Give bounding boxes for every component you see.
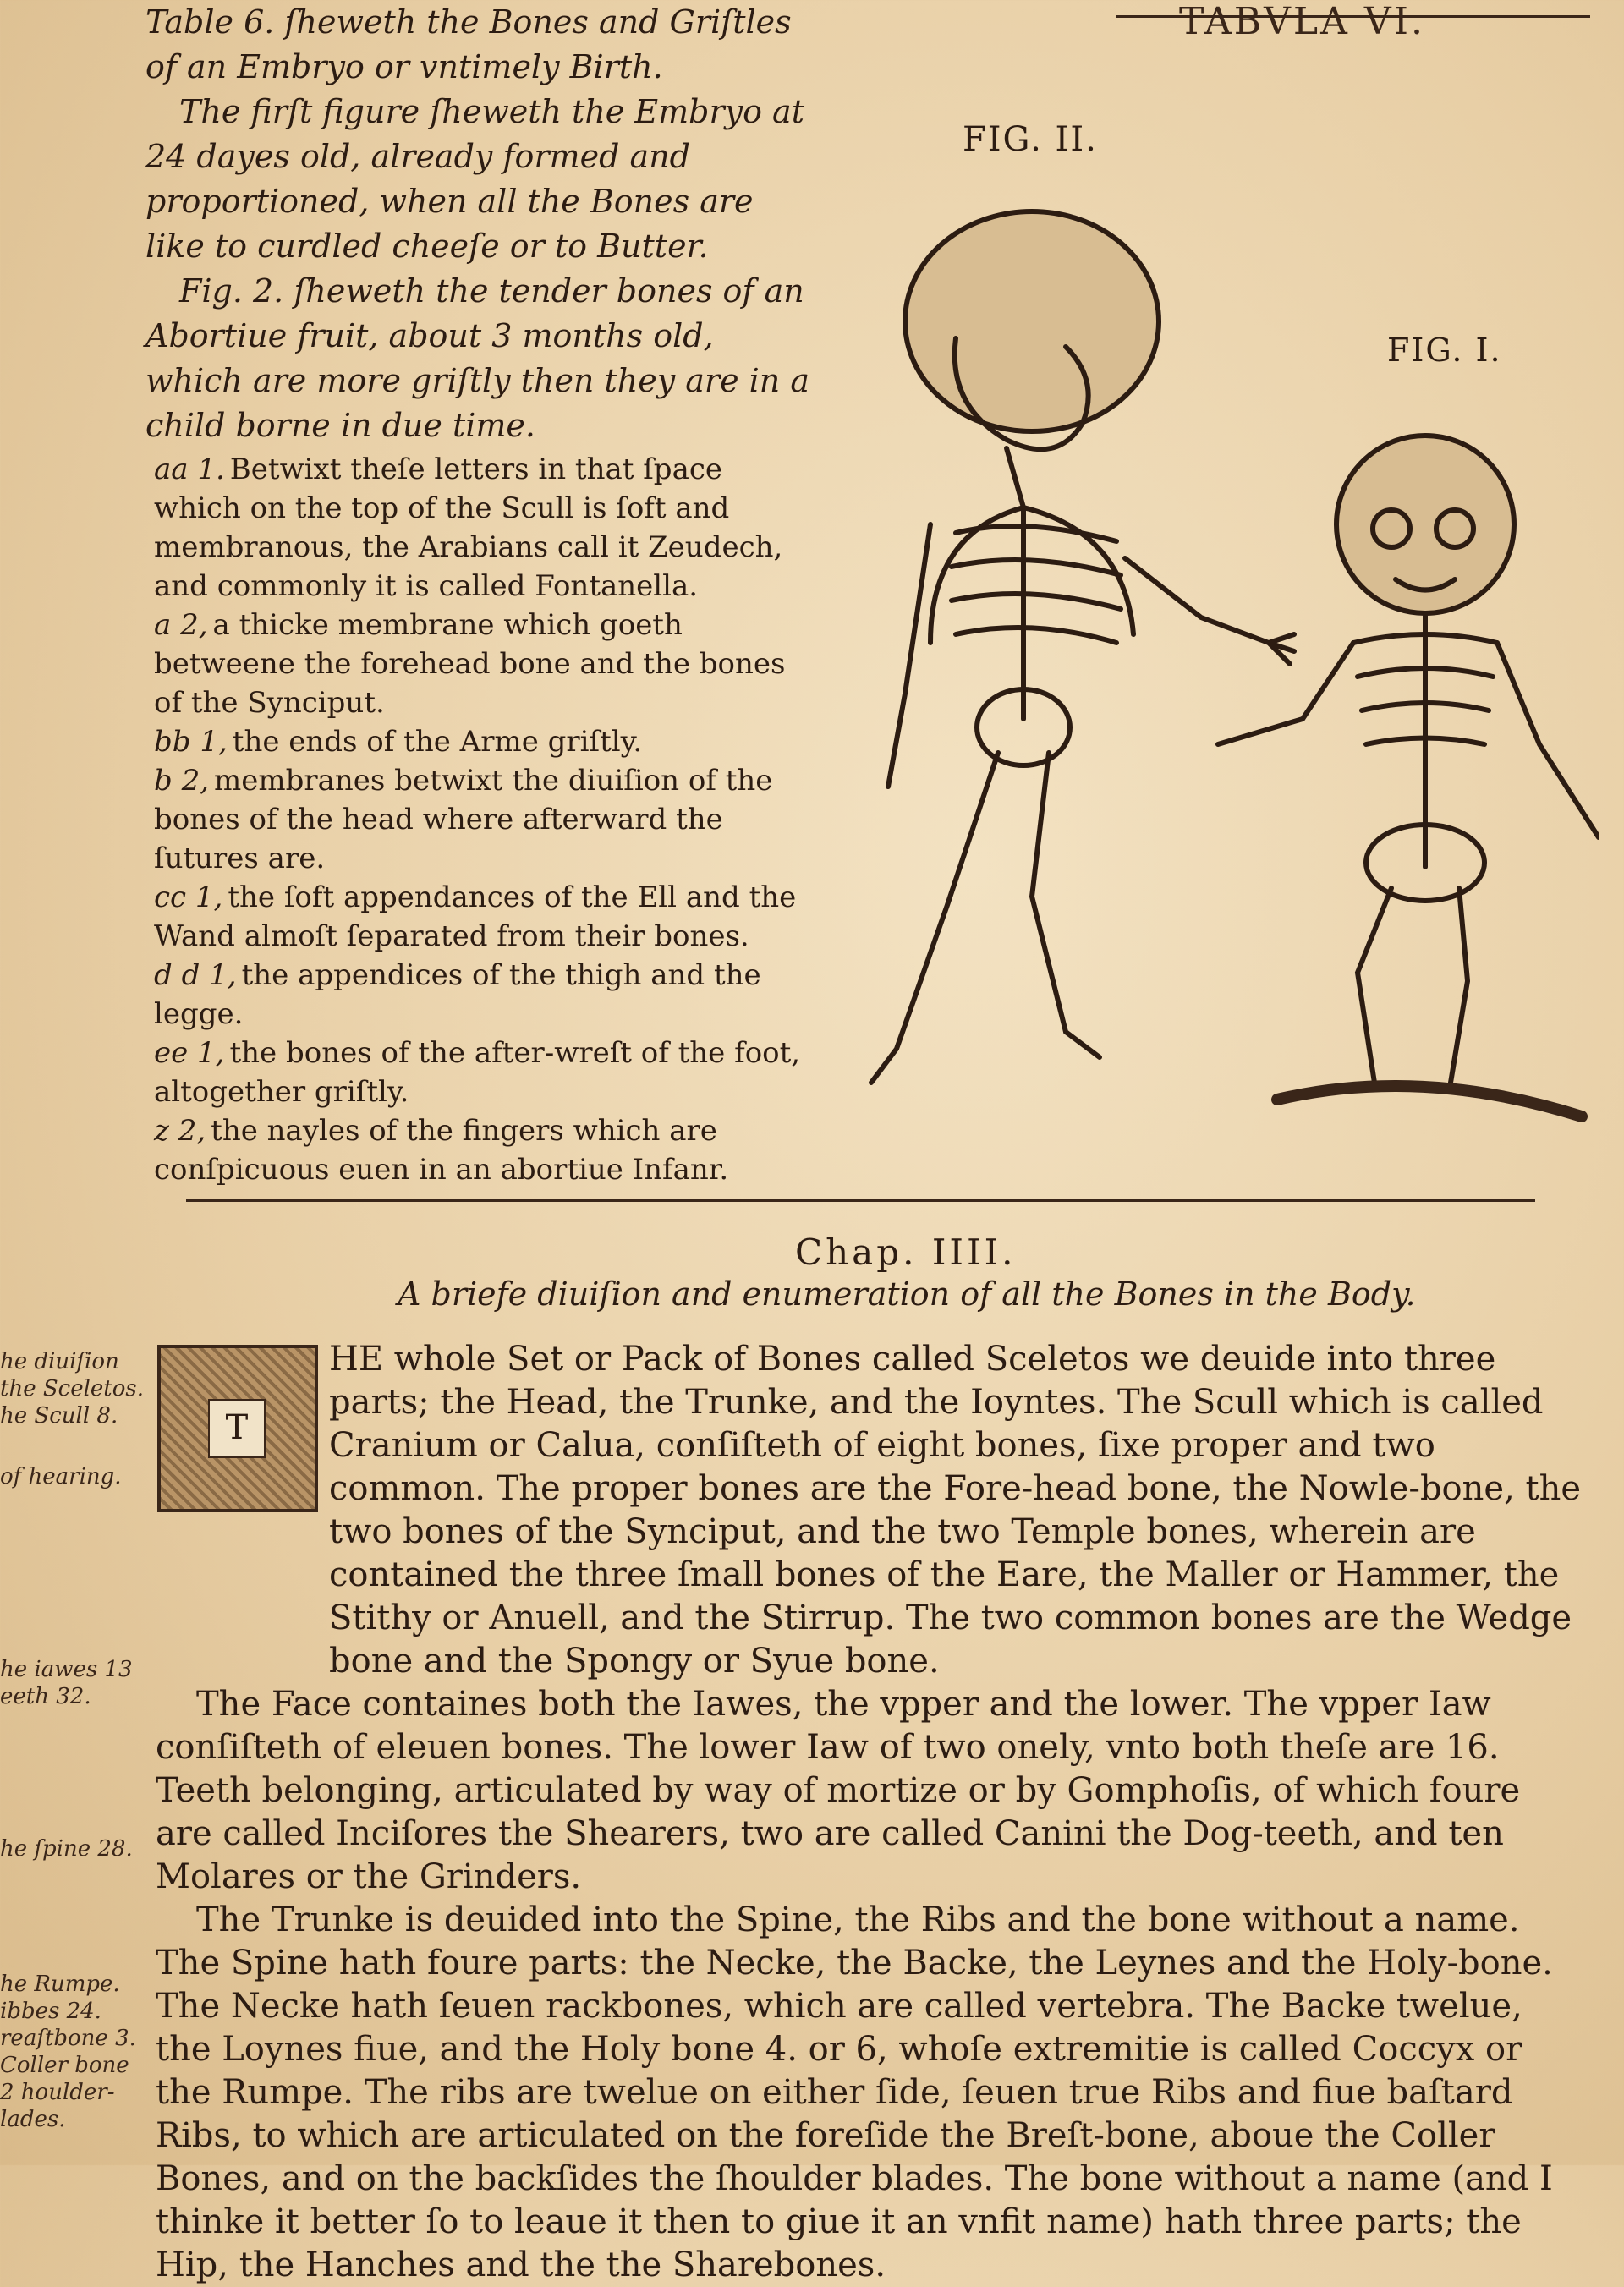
infant-skeleton-figure-1 bbox=[1210, 423, 1599, 1150]
margin-note: of hearing. bbox=[0, 1464, 122, 1489]
legend-entry bbox=[154, 606, 814, 722]
legend-entry bbox=[154, 878, 814, 956]
chapter-body bbox=[156, 1338, 1585, 2287]
margin-note: he diuiſion the Sceletos. he Scull 8. bbox=[0, 1349, 145, 1429]
legend-key: cc 1, bbox=[154, 880, 223, 914]
legend-key: ee 1, bbox=[154, 1036, 225, 1070]
figure-1-label: FIG. I. bbox=[1387, 332, 1502, 369]
figure-legend bbox=[154, 450, 814, 1189]
section-rule bbox=[186, 1199, 1535, 1202]
legend-text: the ſoft appendances of the Ell and the Wand almoſt ſeparated from their bones. bbox=[154, 880, 797, 953]
legend-key: a 2, bbox=[154, 608, 208, 642]
legend-text: the ends of the Arme griſtly. bbox=[232, 725, 643, 759]
legend-key: b 2, bbox=[154, 764, 210, 798]
body-paragraph: The Face containes both the Iawes, the vpper and the lower. The vpper Iaw conſiſteth of eleuen bones. The lower Iaw of two onely, vnto both theſe are 16. Teeth belonging, articulated by way of mortize or by Gomphoſis, of which foure are called Inciſores the Shearers, two are called Canini the Dog-teeth, and ten Molares or the Grinders. bbox=[156, 1685, 1521, 1896]
initial-letter: T bbox=[208, 1399, 266, 1458]
legend-key: aa 1. bbox=[154, 452, 225, 486]
intro-paragraph: The firſt figure ſheweth the Embryo at 24 dayes old, already formed and proportioned, when all the Bones are like to curdled cheeſe or to Butter. bbox=[145, 93, 804, 265]
body-paragraph: HE whole Set or Pack of Bones called Sceletos we deuide into three parts; the Head, the Trunke, and the Ioyntes. The Scull which is called Cranium or Calua, conſiſteth of eight bones, ſixe proper and two common. The proper bones are the Fore-head bone, the Nowle-bone, the two bones of the Synciput, and the two Temple bones, wherein are contained the three ſmall bones of the Eare, the Maller or Hammer, the Stithy or Anuell, and the Stirrup. The two common bones are the Wedge bone and the Spongy or Syue bone. bbox=[329, 1340, 1581, 1681]
legend-key: z 2, bbox=[154, 1114, 206, 1148]
body-paragraph: The Trunke is deuided into the Spine, the Ribs and the bone without a name. The Spine hath foure parts: the Necke, the Backe, the Leynes and the Holy-bone. The Necke hath ſeuen rackbones, which are called vertebra. The Backe twelue, the Loynes fiue, and the Holy bone 4. or 6, whoſe extremitie is called Coccyx or the Rumpe. The ribs are twelue on either ſide, ſeuen true Ribs and fiue baſtard Ribs, to which are articulated on the foreſide the Breſt-bone, aboue the Coller Bones, and on the backſides the ſhoulder blades. The bone without a name (and I thinke it better ſo to leaue it then to giue it an vnfit name) hath three parts; the Hip, the Hanches and the the Sharebones. bbox=[156, 1900, 1553, 2284]
intro-paragraph: Fig. 2. ſheweth the tender bones of an Abortiue fruit, about 3 months old, which are more griſtly then they are in a child borne in due time. bbox=[145, 272, 810, 444]
legend-entry bbox=[154, 956, 814, 1034]
legend-text: the appendices of the thigh and the legge. bbox=[154, 958, 761, 1031]
legend-key: bb 1, bbox=[154, 725, 228, 759]
legend-entry bbox=[154, 1034, 814, 1111]
chapter-subtitle: A briefe diuiſion and enumeration of all the Bones in the Body. bbox=[398, 1275, 1416, 1313]
figure-2-label: FIG. II. bbox=[963, 120, 1098, 159]
legend-entry bbox=[154, 450, 814, 606]
margin-note: he iawes 13 eeth 32. bbox=[0, 1657, 133, 1709]
plate-introduction bbox=[145, 0, 814, 448]
decorated-initial bbox=[157, 1345, 318, 1512]
legend-key: d d 1, bbox=[154, 958, 237, 992]
legend-text: membranes betwixt the diuiſion of the bones of the head where afterward the ſutures are. bbox=[154, 764, 773, 875]
plate-title: TABVLA VI. bbox=[1179, 0, 1425, 43]
margin-note: he ſpine 28. bbox=[0, 1836, 133, 1862]
legend-entry bbox=[154, 722, 814, 761]
legend-text: the nayles of the fingers which are conſpicuous euen in an abortiue Infanr. bbox=[154, 1114, 729, 1187]
legend-text: a thicke membrane which goeth betweene the forehead bone and the bones of the Synciput. bbox=[154, 608, 786, 720]
legend-entry bbox=[154, 761, 814, 878]
legend-text: the bones of the after-wreſt of the foot, altogether griſtly. bbox=[154, 1036, 801, 1109]
margin-note: he Rumpe. ibbes 24. reaſtbone 3. Coller bone 2 houlder-lades. bbox=[0, 1972, 136, 2132]
legend-entry bbox=[154, 1111, 814, 1189]
legend-text: Betwixt theſe letters in that ſpace which on the top of the Scull is ſoft and membranous, the Arabians call it Zeudech, and commonly it is called Fontanella. bbox=[154, 452, 783, 603]
chapter-heading: Chap. IIII. bbox=[795, 1231, 1017, 1273]
intro-paragraph: Table 6. ſheweth the Bones and Griſtles of an Embryo or vntimely Birth. bbox=[145, 3, 792, 85]
